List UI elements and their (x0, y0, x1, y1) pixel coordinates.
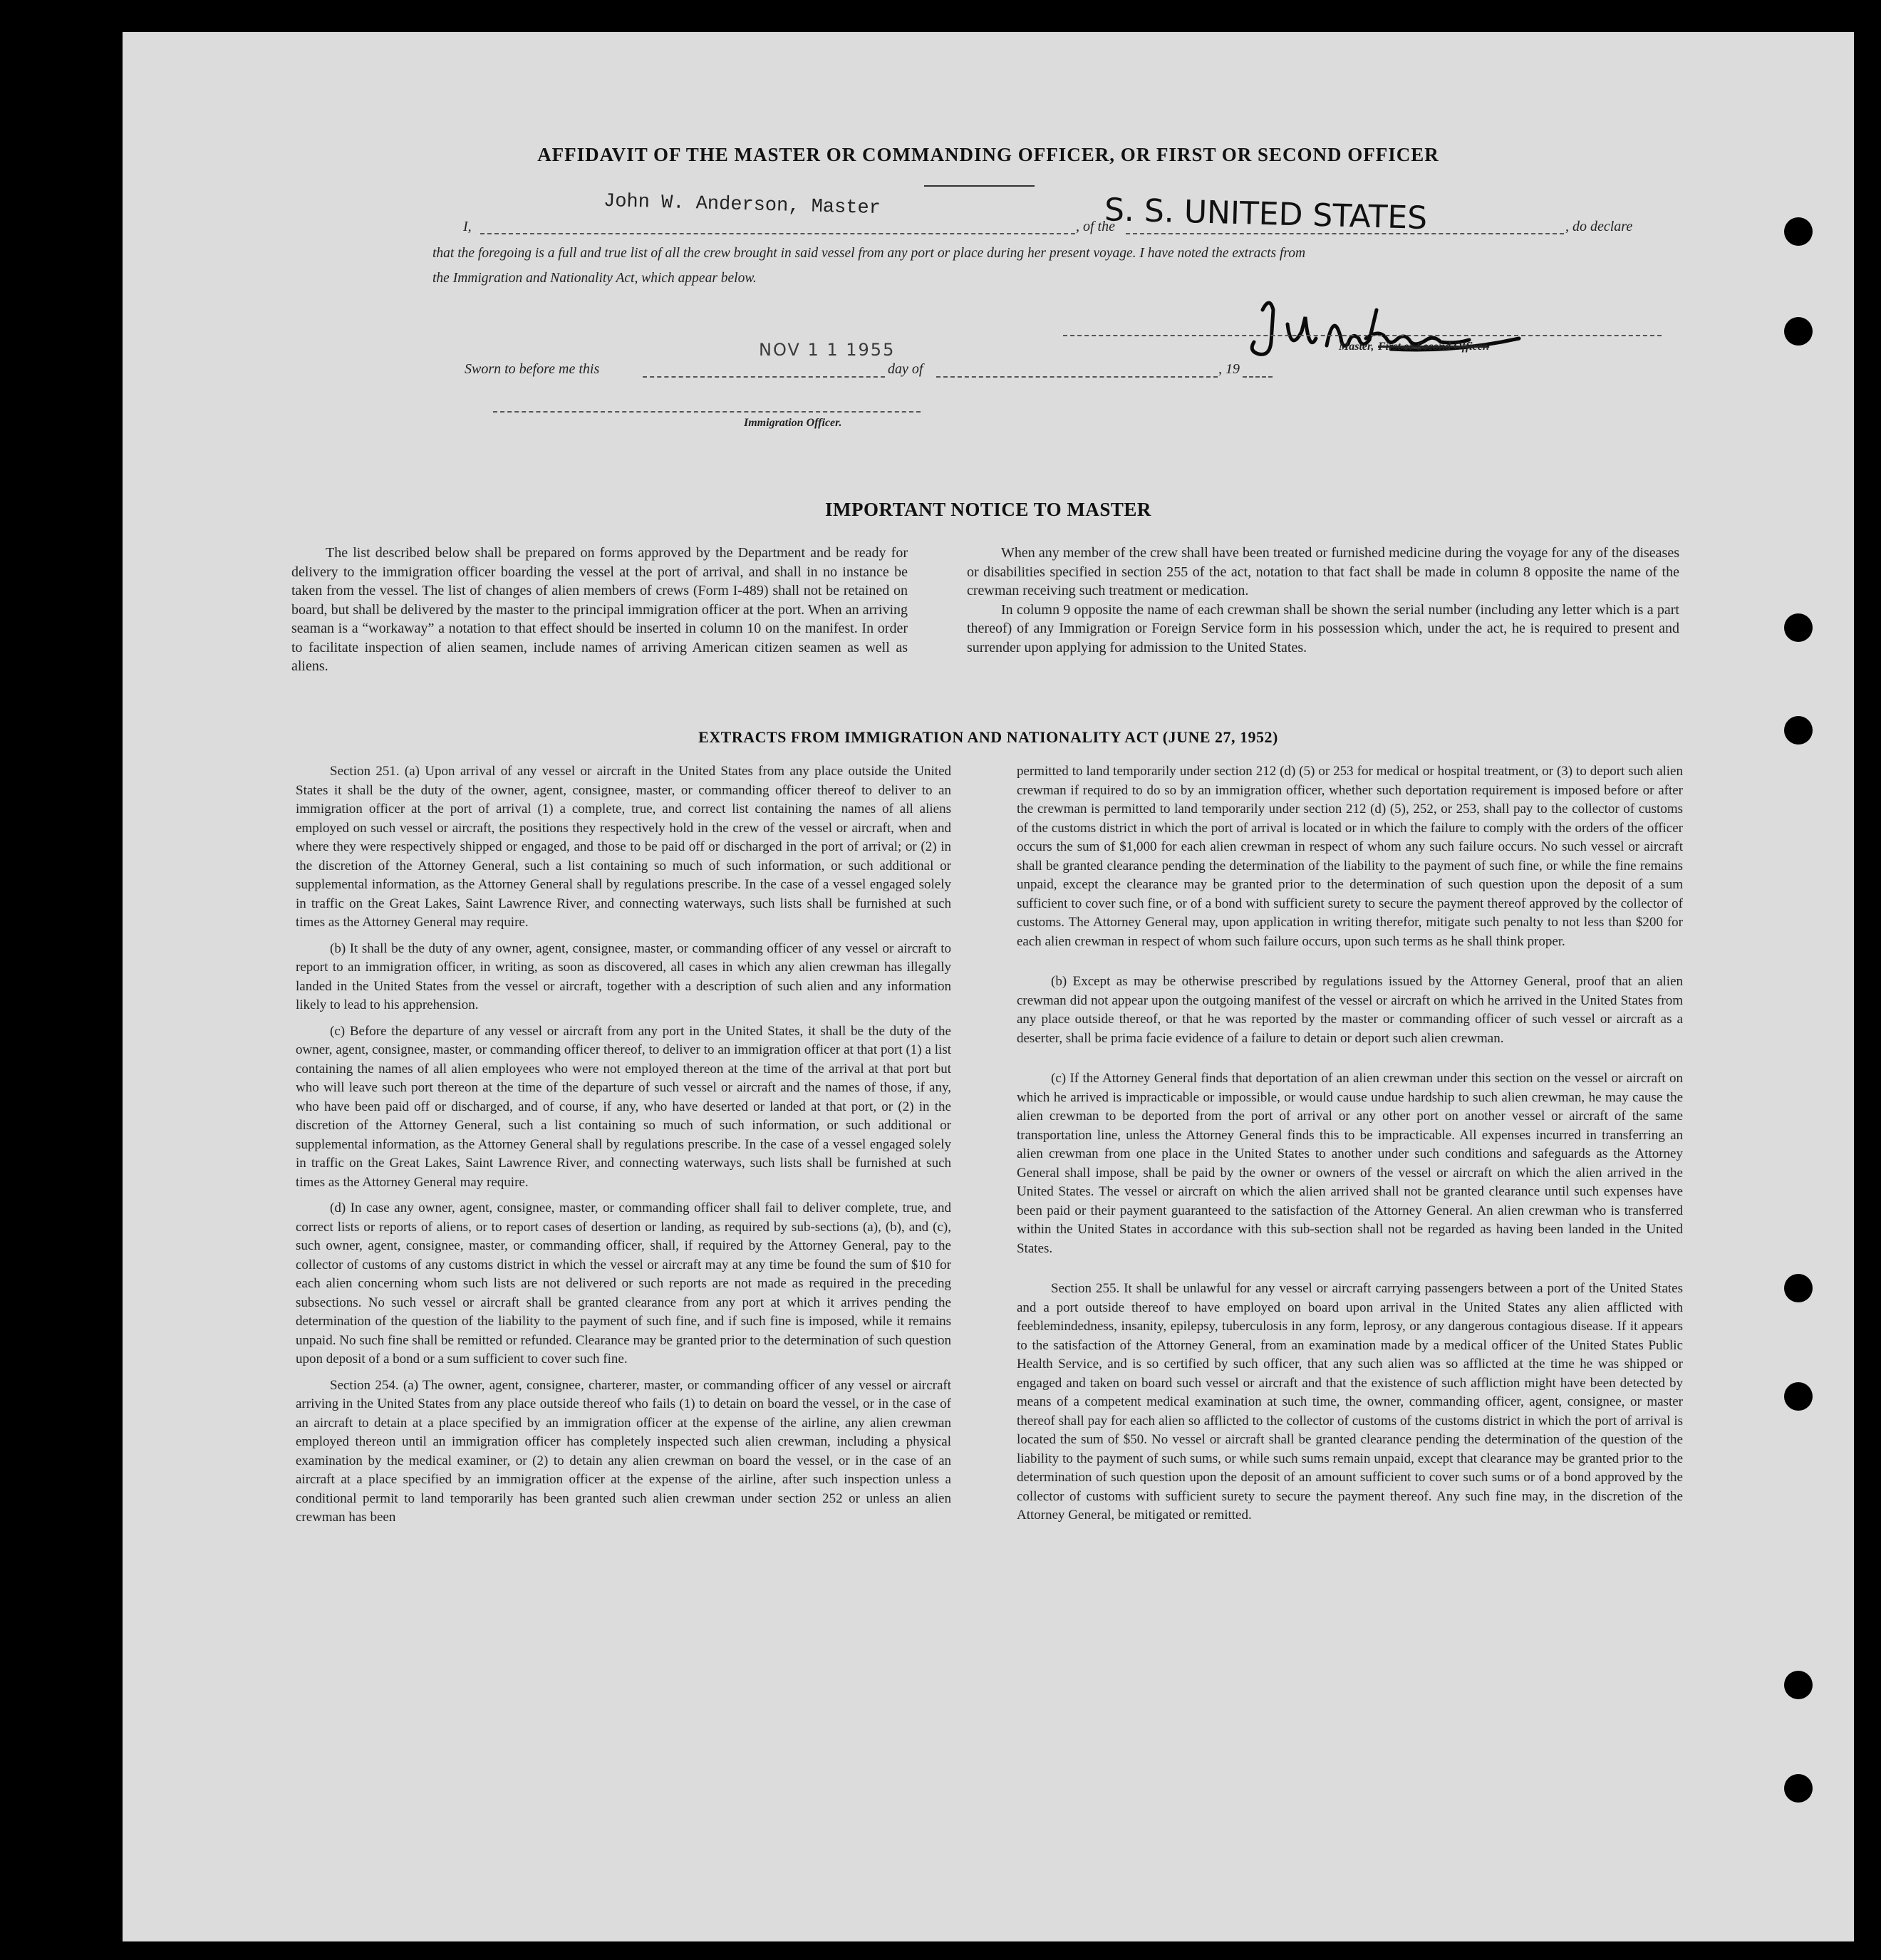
extracts-right-column (1017, 762, 1683, 1533)
notice-left-column (291, 544, 908, 676)
signature-line (1063, 335, 1662, 336)
notice-title: IMPORTANT NOTICE TO MASTER (825, 499, 1151, 520)
declaration-line-1: that the foregoing is a full and true list of all the crew brought in said vessel from any port or place during her present voyage. I have noted the extracts from (432, 246, 1306, 261)
section-251-a: Section 251. (a) Upon arrival of any vessel or aircraft in the United States from any place outside the United States it shall be the duty of the owner, agent, consignee, master, or commanding officer thereof to deliver to an immigration officer at the port of arrival (1) a complete, true, and correct list containing the names of all aliens employed on such vessel or aircraft, the positions they respectively hold in the crew of the vessel or aircraft, when and where they were respectively shipped or engaged, and those to be paid off or discharged in the port of arrival; or (2) in the discretion of the Attorney General, such a list containing so much of such information, or such additional or supplemental information, as the Attorney General shall by regulations prescribe. In the case of a vessel engaged solely in traffic on the Great Lakes, Saint Lawrence River, and connecting waterways, such lists shall be furnished at such times as the Attorney General may require. (296, 764, 951, 930)
section-251-b: (b) It shall be the duty of any owner, agent, consignee, master, or commanding officer of any vessel or aircraft to report to an immigration officer, in writing, as soon as discovered, all cases in which any alien crewman has illegally landed in the United States from the vessel or aircraft, together with a description of such alien and any information likely to lead to his apprehension. (296, 940, 951, 1012)
of-the-label: , of the (1076, 219, 1115, 234)
notice-right-paragraph-1: When any member of the crew shall have been treated or furnished medicine during the voyage for any of the diseases or disabilities specified in section 255 of the act, notation to that fact shall be made in column 8 opposite the name of the crewman receiving such treatment or medication. (967, 545, 1679, 598)
declaration-line-2: the Immigration and Nationality Act, which appear below. (432, 271, 757, 286)
master-name: John W. Anderson, Master (603, 190, 881, 220)
year-label: , 19 (1218, 361, 1240, 377)
binder-hole (1784, 1774, 1813, 1803)
binder-hole (1784, 1671, 1813, 1699)
binder-hole (1784, 217, 1813, 246)
i-label: I, (463, 219, 472, 234)
section-254-a-cont: permitted to land temporarily under section 212 (d) (5) or 253 for medical or hospital treatment, or (3) to deport such alien crewman if required to do so by an immigration officer, whether such deportation requirement is imposed before or after the crewman is permitted to land temporarily under section 212 (d) (5), 252, or 253, shall pay to the collector of customs of the customs district in which the port of arrival is located or in which the failure to comply with the orders of the officer occurs the sum of $1,000 for each alien crewman in respect of whom any such failure occurs. No such vessel or aircraft shall be granted clearance pending the determination of the liability to the payment of such fine, or while the fine remains unpaid, except the clearance may be granted prior to the determination of such question upon the deposit of a sum sufficient to cover such fine, or of a bond with sufficient surety to secure the payment thereof approved by the collector of customs. The Attorney General may, upon application in writing therefor, mitigate such penalty to not less than $200 for each alien crewman in respect of whom such failure occurs, upon such terms as he shall think proper. (1017, 764, 1683, 949)
sworn-label: Sworn to before me this (465, 361, 600, 377)
section-254-c: (c) If the Attorney General finds that deportation of an alien crewman under this section on the vessel or aircraft on which he arrived is impracticable or impossible, or would cause undue hardship to such alien crewman, he may cause the alien crewman to be deported from the port of arrival or any other port on another vessel or aircraft of the same transportation line, unless the Attorney General finds this to be impracticable. All expenses incurred in transferring an alien crewman from one place in the United States to another under such conditions and safeguards as the Attorney General shall impose, shall be paid by the owner or owners of the vessel or aircraft on which the alien arrived in the United States. The vessel or aircraft on which the alien arrived shall not be granted clearance until such expenses have been paid or their payment guaranteed to the satisfaction of the Attorney General. An alien crewman who is transferred within the United States in accordance with this sub-section shall not be regarded as having been landed in the United States. (1017, 1071, 1683, 1256)
section-254-b: (b) Except as may be otherwise prescribed by regulations issued by the Attorney General, proof that an alien crewman did not appear upon the outgoing manifest of the vessel or aircraft on which he arrived in the United States from any place outside thereof, or that he was reported by the master or commanding officer of such vessel or aircraft as a deserter, shall be prima facie evidence of a failure to detain or deport such alien crewman. (1017, 974, 1683, 1046)
binder-hole (1784, 1382, 1813, 1411)
document-page (123, 32, 1854, 1941)
day-of-label: day of (888, 361, 923, 377)
signature-caption-master: Master, (1339, 341, 1374, 353)
immigration-officer-label: Immigration Officer. (744, 417, 842, 429)
section-254-a: Section 254. (a) The owner, agent, consignee, charterer, master, or commanding officer of any vessel or aircraft arriving in the United States from any place outside thereof who fails (1) to detain on board the vessel, or in the case of an aircraft to detain at a place specified by an immigration officer at the expense of the airline, any alien crewman employed thereon until an immigration officer has completely inspected such alien crewman, including a physical examination by the medical examiner, or (2) to detain any alien crewman on board the vessel, or in the case of an aircraft at a place specified by an immigration officer at the expense of the airline, after such inspection unless a conditional permit to land temporarily has been granted such alien crewman under section 252 or unless an alien crewman has been (296, 1377, 951, 1525)
name-line (480, 233, 1075, 234)
do-declare-label: , do declare (1565, 219, 1633, 234)
binder-hole (1784, 317, 1813, 346)
binder-hole (1784, 1274, 1813, 1302)
signature-caption-struck: First or Second Officer. (1378, 341, 1490, 353)
binder-hole (1784, 613, 1813, 642)
title-underline (924, 185, 1035, 187)
section-255: Section 255. It shall be unlawful for any vessel or aircraft carrying passengers between a port of the United States and a port outside thereof to have employed on board upon arrival in the United States any alien afflicted with feeblemindedness, insanity, epilepsy, tuberculosis in any form, leprosy, or any dangerous contagious disease. If it appears to the satisfaction of the Attorney General, from an examination made by a medical officer of the United States Public Health Service, and is so certified by such officer, that any such alien was so afflicted at the time he was shipped or engaged and taken on board such vessel or aircraft and that the existence of such affliction might have been detected by means of a competent medical examination at such time, the owner, commanding officer, agent, consignee, or master thereof shall pay for each alien so afflicted to the collector of customs of the customs district in which the port of arrival is located the sum of $50. No vessel or aircraft shall be granted clearance pending the determination of the question of the liability to the payment of such sums, or while such sums remain unpaid, except that clearance may be granted prior to the determination of such question upon the deposit of an amount sufficient to cover such sums or of a bond approved by the collector of customs with sufficient surety to secure the payment thereof. Any such fine may, in the discretion of the Attorney General, be mitigated or remitted. (1017, 1281, 1683, 1523)
extracts-title: EXTRACTS FROM IMMIGRATION AND NATIONALITY ACT (JUNE 27, 1952) (698, 728, 1278, 746)
notice-right-paragraph-2: In column 9 opposite the name of each crewman shall be shown the serial number (including any letter which is a part thereof) of any Immigration or Foreign Service form in his possession which, under the act, he is required to present and surrender upon applying for admission to the United States. (967, 601, 1679, 655)
master-signature (1220, 289, 1562, 374)
notice-left-paragraph: The list described below shall be prepared on forms approved by the Department and be ready for delivery to the immigration officer boarding the vessel at the port of arrival, and shall in no instance be taken from the vessel. The list of changes of alien members of crews (Form I-489) shall not be retained on board, but shall be delivered by the master to the principal immigration officer at the port. When an arriving seaman is a “workaway” a notation to that effect should be inserted in column 10 on the manifest. In order to facilitate inspection of alien seamen, include names of arriving American citizen seamen as well as aliens. (291, 545, 908, 674)
section-251-c: (c) Before the departure of any vessel or aircraft from any port in the United States, it shall be the duty of the owner, agent, consignee, master, or commanding officer thereof, to deliver to an immigration officer at that port (1) a list containing the names of all alien employees who were not employed thereon at the time of the arrival at that port but who will leave such port thereon at the time of the departure of such vessel or aircraft and the names of those, if any, who have been paid off or discharged, and of course, if any, who have deserted or landed at that port, or (2) in the discretion of the Attorney General, such a list containing so much of such information, or such additional or supplemental information, as the Attorney General shall by regulations prescribe. In the case of a vessel engaged solely in traffic on the Great Lakes, Saint Lawrence River, and connecting waterways, such lists shall be furnished at such times as the Attorney General may require. (296, 1023, 951, 1190)
sworn-day-line (643, 376, 885, 378)
section-251-d: (d) In case any owner, agent, consignee, master, or commanding officer shall fail to deliver complete, true, and correct lists or reports of aliens, or to report cases of desertion or landing, as required by sub-sections (a), (b), and (c), such owner, agent, consignee, master, or commanding officer, shall, if required by the Attorney General, pay to the collector of customs of any customs district in which the vessel or aircraft may at any time be found the sum of $10 for each alien concerning whom such lists are not delivered or such reports are not made as required in the preceding subsections. No such vessel or aircraft shall be granted clearance from any port at which it arrives pending the determination of the question of the liability to the payment of such fine, and if such fine is imposed, while it remains unpaid. No such fine shall be remitted or refunded. Clearance may be granted prior to the determination of such question upon deposit of a bond or a sum sufficient to cover such fine. (296, 1201, 951, 1367)
sworn-year-line (1243, 376, 1273, 378)
extracts-left-column (296, 762, 951, 1535)
sworn-month-line (936, 376, 1218, 378)
affidavit-title: AFFIDAVIT OF THE MASTER OR COMMANDING OFFICER, OR FIRST OR SECOND OFFICER (537, 144, 1439, 165)
vessel-name-stamp: S. S. UNITED STATES (1104, 192, 1428, 237)
immigration-officer-line (493, 411, 921, 413)
notice-right-column (967, 544, 1679, 657)
date-stamp: NOV 1 1 1955 (759, 340, 896, 360)
